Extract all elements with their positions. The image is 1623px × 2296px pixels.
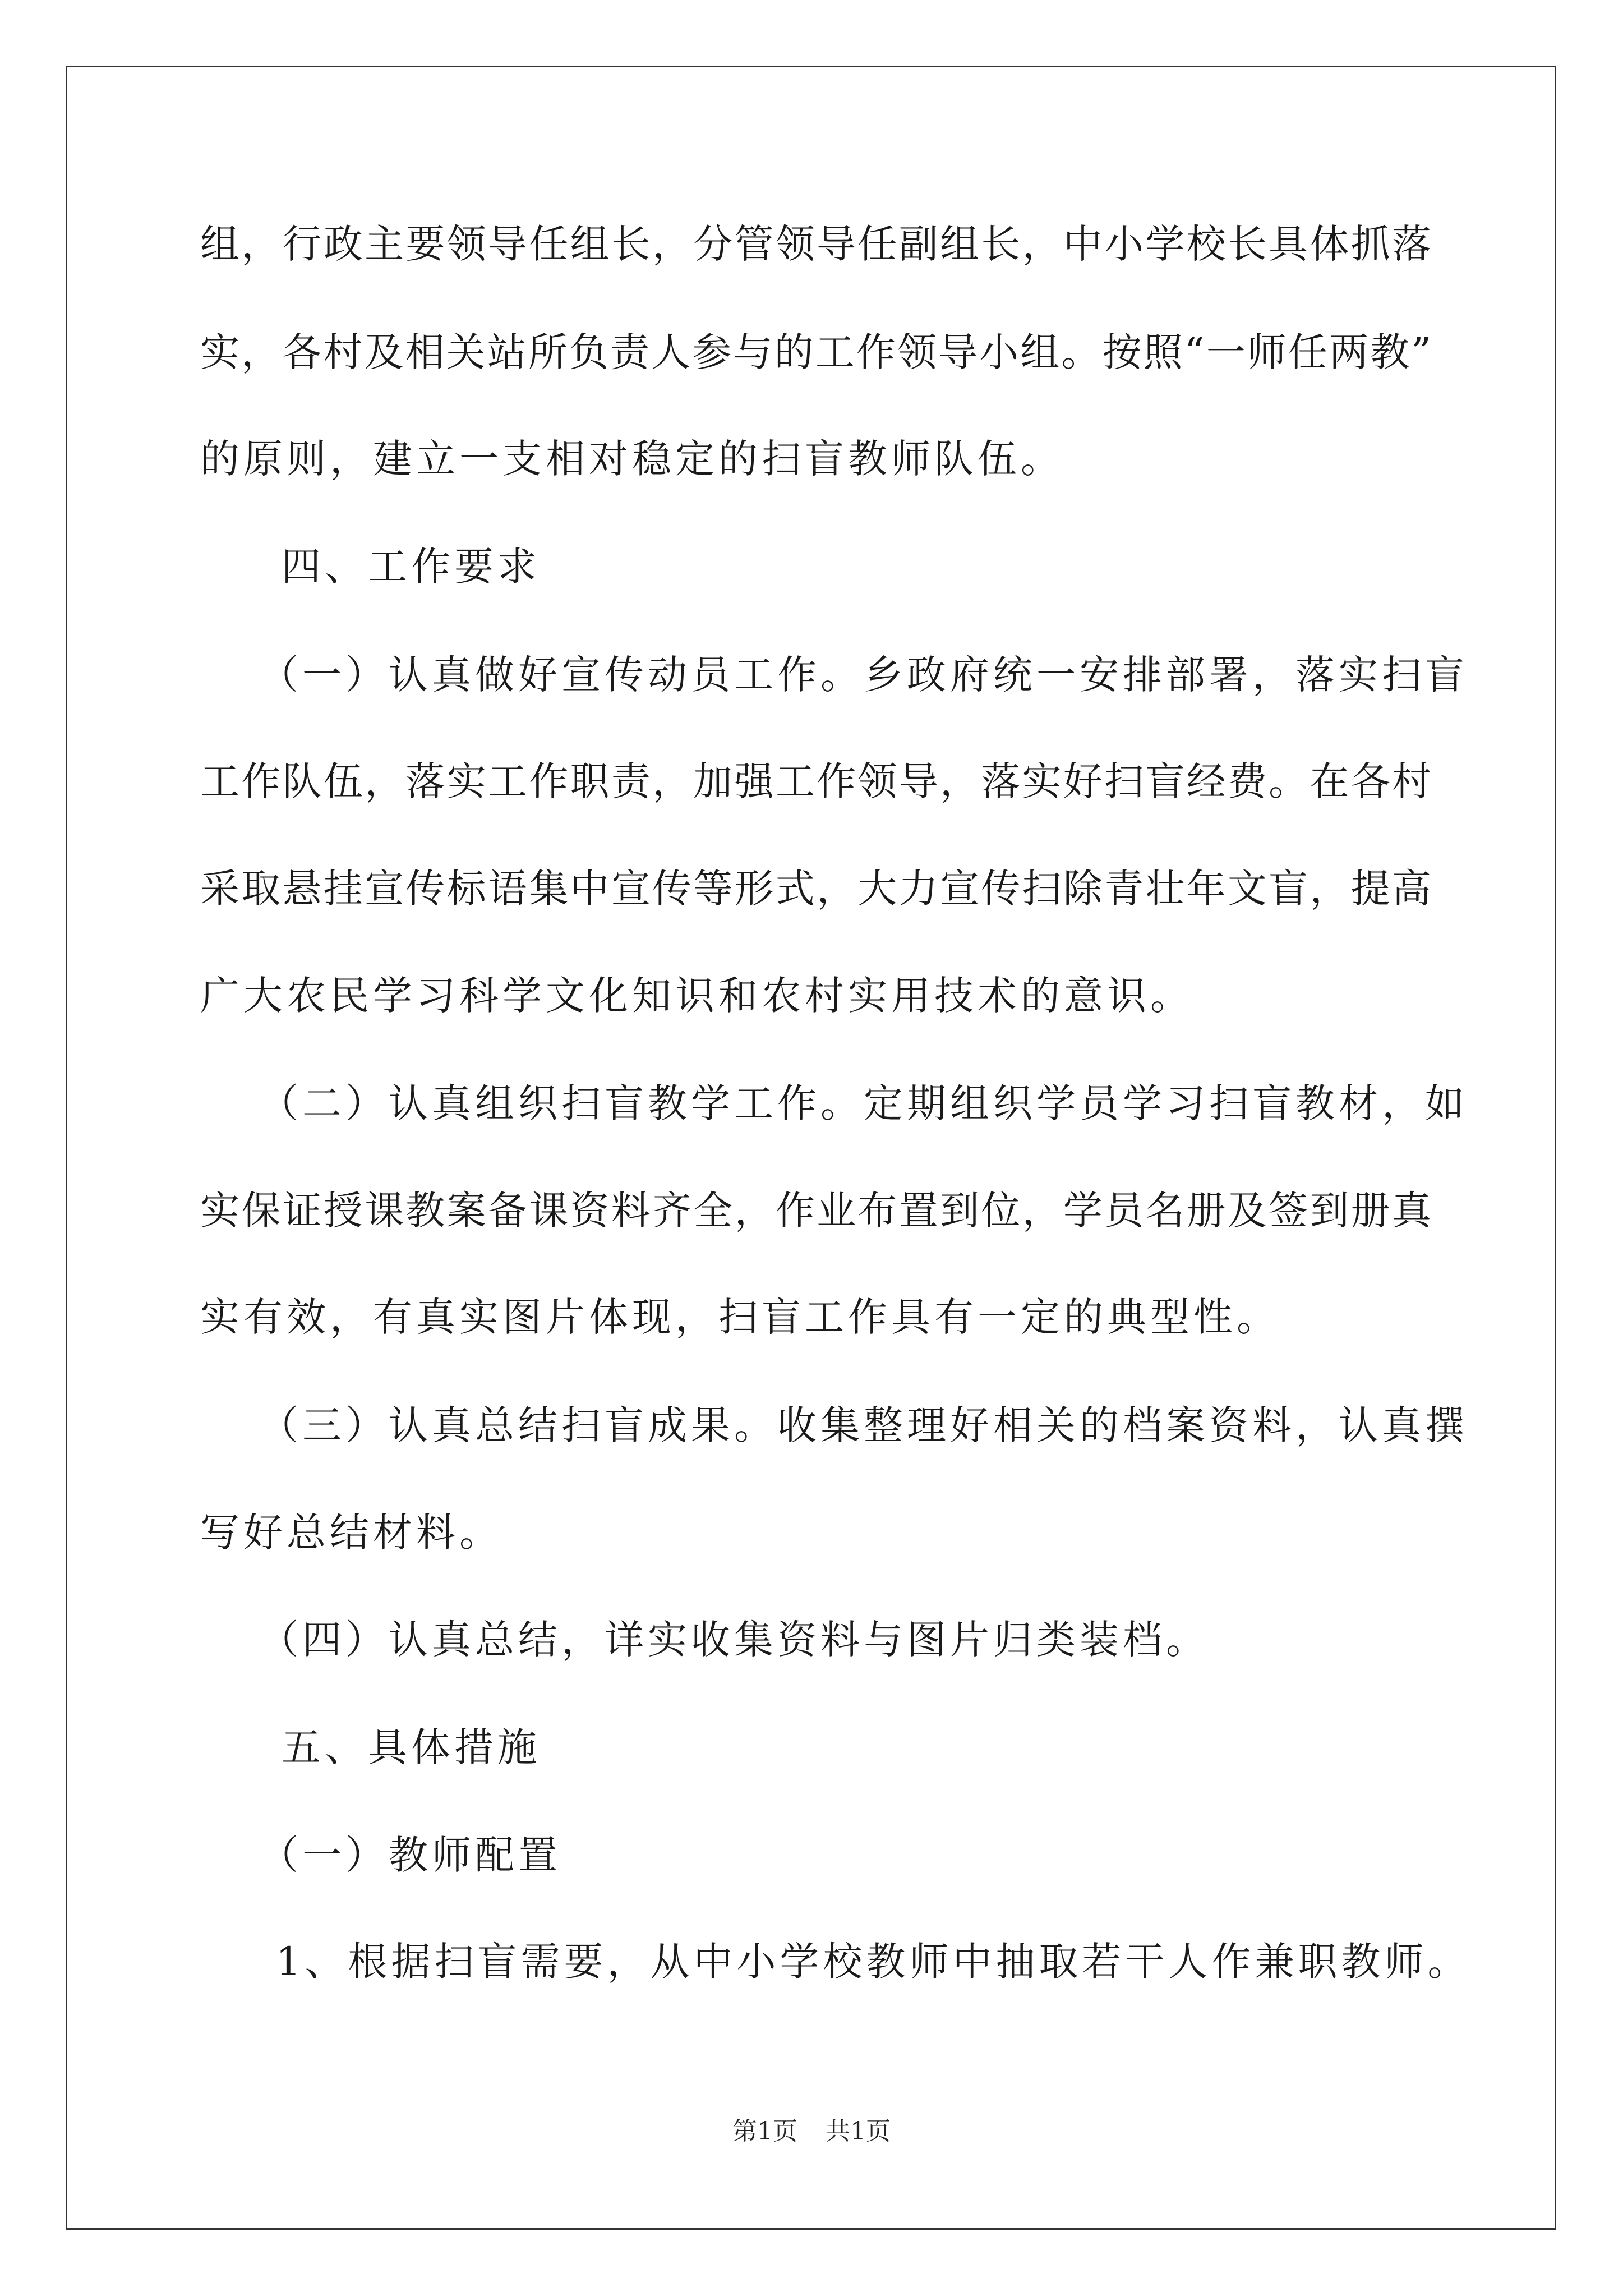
text-line: 工作队伍，落实工作职责，加强工作领导，落实好扫盲经费。在各村 <box>200 758 1431 804</box>
text-line: （一）认真做好宣传动员工作。乡政府统一安排部署，落实扫盲 <box>259 652 1468 698</box>
text-line: 实有效，有真实图片体现，扫盲工作具有一定的典型性。 <box>200 1294 1280 1340</box>
text-line: 广大农民学习科学文化知识和农村实用技术的意识。 <box>200 973 1193 1019</box>
text-line: 实保证授课教案备课资料齐全，作业布置到位，学员名册及签到册真 <box>200 1188 1431 1234</box>
text-line: 1、根据扫盲需要，从中小学校教师中抽取若干人作兼职教师。 <box>276 1939 1471 1985</box>
section-heading: 五、具体措施 <box>282 1724 541 1770</box>
page-total: 共1页 <box>826 2117 891 2146</box>
text-line: 的原则，建立一支相对稳定的扫盲教师队伍。 <box>200 436 1064 482</box>
text-line: （三）认真总结扫盲成果。收集整理好相关的档案资料，认真撰 <box>259 1402 1468 1448</box>
page-number: 第1页 <box>732 2117 797 2146</box>
page-border <box>66 66 1556 2230</box>
text-line: 实，各村及相关站所负责人参与的工作领导小组。按照“一师任两教” <box>200 329 1431 375</box>
text-line: （四）认真总结，详实收集资料与图片归类装档。 <box>259 1617 1209 1663</box>
subsection-heading: （一）教师配置 <box>259 1832 561 1878</box>
section-heading: 四、工作要求 <box>282 544 541 590</box>
text-line: 写好总结材料。 <box>200 1510 502 1556</box>
text-line: （二）认真组织扫盲教学工作。定期组织学员学习扫盲教材，如 <box>259 1080 1468 1126</box>
text-line: 组，行政主要领导任组长，分管领导任副组长，中小学校长具体抓落 <box>200 221 1431 267</box>
text-line: 采取悬挂宣传标语集中宣传等形式，大力宣传扫除青壮年文盲，提高 <box>200 866 1431 912</box>
page-footer <box>0 2115 1623 2148</box>
